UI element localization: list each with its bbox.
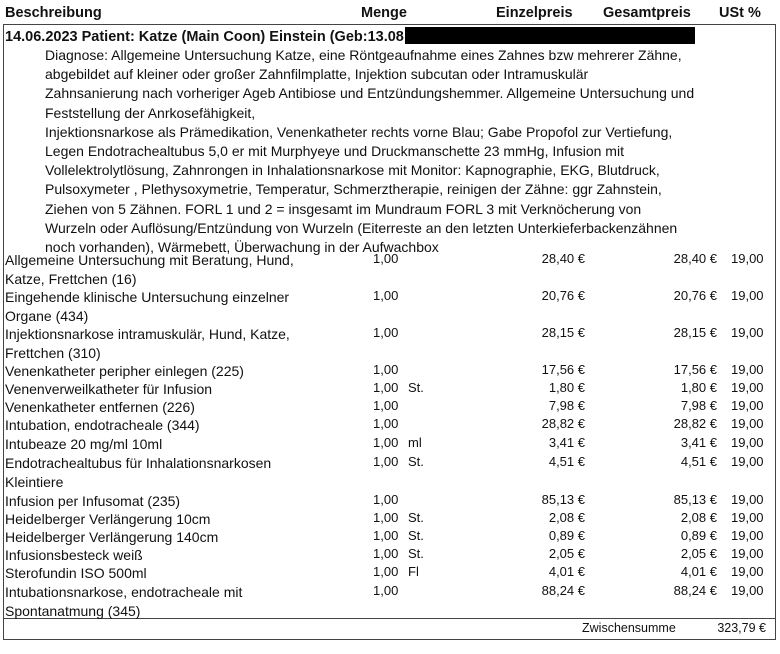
item-quantity: 1,00 bbox=[373, 416, 399, 431]
item-quantity: 1,00 bbox=[373, 528, 399, 543]
item-unit-price: 0,89 € bbox=[548, 528, 585, 543]
table-border-top bbox=[3, 24, 776, 25]
item-unit: St. bbox=[408, 380, 424, 395]
item-description: Infusionsbesteck weiß bbox=[5, 547, 143, 563]
diagnosis-line: Diagnose: Allgemeine Untersuchung Katze, eine Röntgeaufnahme eines Zahnes bzw mehrerer Zähne, bbox=[45, 47, 682, 63]
diagnosis-line: Ziehen von 5 Zähnen. FORL 1 und 2 = insgesamt im Mundraum FORL 3 mit Verknöcherung von bbox=[45, 200, 642, 217]
item-description: Venenverweilkatheter für Infusion bbox=[5, 381, 213, 397]
item-total-price: 17,56 € bbox=[673, 362, 717, 377]
item-unit-price: 20,76 € bbox=[541, 288, 585, 303]
item-quantity: 1,00 bbox=[373, 492, 399, 507]
item-unit-price: 1,80 € bbox=[548, 380, 585, 395]
item-description bbox=[5, 454, 271, 492]
item-unit-price: 85,13 € bbox=[541, 492, 585, 507]
item-desc-line1: Injektionsnarkose intramuskulär, Hund, Katze, bbox=[5, 326, 290, 342]
item-total-price: 20,76 € bbox=[673, 288, 717, 303]
item-description bbox=[5, 251, 294, 289]
diagnosis-line: Pulsoxymeter , Plethysoxymetrie, Temperatur, Schmerztherapie, reinigen der Zähne: ggr Zahnstein, bbox=[45, 181, 662, 198]
item-vat: 19,00 bbox=[731, 435, 764, 450]
item-description: Intubeaze 20 mg/ml 10ml bbox=[5, 436, 163, 452]
item-quantity: 1,00 bbox=[373, 546, 399, 561]
table-border-footer bbox=[3, 639, 776, 640]
patient-text: 14.06.2023 Patient: Katze (Main Coon) Einstein (Geb:13.08 bbox=[5, 29, 404, 45]
item-desc-line2: Organe (434) bbox=[5, 308, 89, 324]
item-description bbox=[5, 288, 289, 326]
item-description: Venenkatheter peripher einlegen (225) bbox=[5, 363, 244, 379]
item-total-price: 88,24 € bbox=[673, 583, 717, 598]
item-desc-line2: Frettchen (310) bbox=[5, 345, 101, 361]
redaction-bar bbox=[405, 27, 695, 44]
item-unit-price: 17,56 € bbox=[541, 362, 585, 377]
item-total-price: 2,08 € bbox=[680, 510, 717, 525]
item-unit-price: 4,51 € bbox=[548, 454, 585, 469]
header-unit-price: Einzelpreis bbox=[496, 5, 573, 21]
item-total-price: 1,80 € bbox=[680, 380, 717, 395]
table-border-right bbox=[775, 24, 776, 640]
diagnosis-line: Wurzeln oder Auflösung/Entzündung von Wurzeln (Eiterreste an den letzten Unterkieferbackenzähnen bbox=[45, 219, 678, 236]
item-unit-price: 7,98 € bbox=[548, 398, 585, 413]
item-vat: 19,00 bbox=[731, 492, 764, 507]
item-unit: ml bbox=[408, 435, 422, 450]
item-unit: Fl bbox=[408, 564, 419, 579]
item-desc-line1: Eingehende klinische Untersuchung einzelner bbox=[5, 289, 290, 305]
item-vat: 19,00 bbox=[731, 325, 764, 340]
item-unit-price: 28,40 € bbox=[541, 251, 585, 266]
header-vat: USt % bbox=[719, 5, 761, 21]
item-desc-line1: Endotrachealtubus für Inhalationsnarkosen bbox=[5, 455, 272, 471]
diagnosis-line: abgebildet auf kleiner oder großer Zahnfilmplatte, Injektion subcutan oder Intramuskulär bbox=[45, 66, 589, 83]
item-unit-price: 28,82 € bbox=[541, 416, 585, 431]
item-total-price: 28,82 € bbox=[673, 416, 717, 431]
header-total-price: Gesamtpreis bbox=[603, 5, 691, 21]
item-quantity: 1,00 bbox=[373, 251, 399, 266]
item-quantity: 1,00 bbox=[373, 454, 399, 469]
item-vat: 19,00 bbox=[731, 564, 764, 579]
item-vat: 19,00 bbox=[731, 510, 764, 525]
item-total-price: 3,41 € bbox=[680, 435, 717, 450]
item-vat: 19,00 bbox=[731, 454, 764, 469]
item-quantity: 1,00 bbox=[373, 435, 399, 450]
item-description: Heidelberger Verlängerung 140cm bbox=[5, 529, 219, 545]
diagnosis-line: Vollelektrolytlösung, Zahnrongen in Inhalationsnarkose mit Monitor: Kapnographie, EKG, Blutdruck, bbox=[45, 162, 660, 179]
item-description: Infusion per Infusomat (235) bbox=[5, 493, 181, 509]
item-unit: St. bbox=[408, 454, 424, 469]
header-description: Beschreibung bbox=[5, 5, 102, 21]
item-desc-line2: Kleintiere bbox=[5, 474, 64, 490]
item-unit: St. bbox=[408, 528, 424, 543]
header-quantity: Menge bbox=[361, 5, 407, 21]
item-unit-price: 2,08 € bbox=[548, 510, 585, 525]
diagnosis-line: Feststellung der Anrkosefähigkeit, bbox=[45, 104, 256, 121]
item-vat: 19,00 bbox=[731, 583, 764, 598]
item-unit-price: 4,01 € bbox=[548, 564, 585, 579]
item-unit-price: 28,15 € bbox=[541, 325, 585, 340]
item-total-price: 4,51 € bbox=[680, 454, 717, 469]
item-total-price: 85,13 € bbox=[673, 492, 717, 507]
item-unit: St. bbox=[408, 546, 424, 561]
item-description: Venenkatheter entfernen (226) bbox=[5, 399, 195, 415]
item-vat: 19,00 bbox=[731, 362, 764, 377]
item-total-price: 7,98 € bbox=[680, 398, 717, 413]
item-quantity: 1,00 bbox=[373, 564, 399, 579]
diagnosis-block bbox=[45, 46, 770, 257]
diagnosis-line: noch vorhanden), Wärmebett, Überwachung in der Aufwachbox bbox=[45, 239, 439, 256]
item-desc-line2: Spontanatmung (345) bbox=[5, 603, 141, 619]
item-description: Heidelberger Verlängerung 10cm bbox=[5, 511, 211, 527]
item-vat: 19,00 bbox=[731, 380, 764, 395]
item-desc-line1: Intubationsnarkose, endotracheale mit bbox=[5, 584, 243, 600]
subtotal-value: 323,79 € bbox=[717, 621, 766, 635]
item-total-price: 28,40 € bbox=[673, 251, 717, 266]
item-vat: 19,00 bbox=[731, 546, 764, 561]
item-unit-price: 88,24 € bbox=[541, 583, 585, 598]
item-quantity: 1,00 bbox=[373, 398, 399, 413]
item-description: Intubation, endotracheale (344) bbox=[5, 417, 200, 433]
item-quantity: 1,00 bbox=[373, 362, 399, 377]
item-vat: 19,00 bbox=[731, 288, 764, 303]
item-quantity: 1,00 bbox=[373, 510, 399, 525]
diagnosis-line: Zahnsanierung nach vorheriger Ageb Antibiose und Entzündungshemmer. Allgemeine Untersuchung und bbox=[45, 85, 695, 102]
subtotal-label: Zwischensumme bbox=[582, 621, 676, 635]
item-unit-price: 2,05 € bbox=[548, 546, 585, 561]
item-quantity: 1,00 bbox=[373, 583, 399, 598]
item-description bbox=[5, 325, 290, 363]
diagnosis-line: Injektionsnarkose als Prämedikation, Venenkatheter rechts vorne Blau; Gabe Propofol zur Vertiefung, bbox=[45, 123, 673, 140]
item-description: Sterofundin ISO 500ml bbox=[5, 565, 147, 581]
item-vat: 19,00 bbox=[731, 398, 764, 413]
patient-line bbox=[5, 27, 695, 45]
item-total-price: 0,89 € bbox=[680, 528, 717, 543]
item-quantity: 1,00 bbox=[373, 380, 399, 395]
item-unit: St. bbox=[408, 510, 424, 525]
item-total-price: 28,15 € bbox=[673, 325, 717, 340]
item-vat: 19,00 bbox=[731, 251, 764, 266]
item-vat: 19,00 bbox=[731, 528, 764, 543]
item-desc-line1: Allgemeine Untersuchung mit Beratung, Hund, bbox=[5, 252, 294, 268]
diagnosis-line: Legen Endotrachealtubus 5,0 er mit Murphyeye und Druckmanschette 23 mmHg, Infusion mit bbox=[45, 143, 624, 160]
item-total-price: 2,05 € bbox=[680, 546, 717, 561]
item-unit-price: 3,41 € bbox=[548, 435, 585, 450]
item-quantity: 1,00 bbox=[373, 325, 399, 340]
item-description bbox=[5, 583, 242, 621]
item-vat: 19,00 bbox=[731, 416, 764, 431]
table-border-left bbox=[3, 24, 4, 640]
item-quantity: 1,00 bbox=[373, 288, 399, 303]
item-total-price: 4,01 € bbox=[680, 564, 717, 579]
item-desc-line2: Katze, Frettchen (16) bbox=[5, 271, 137, 287]
